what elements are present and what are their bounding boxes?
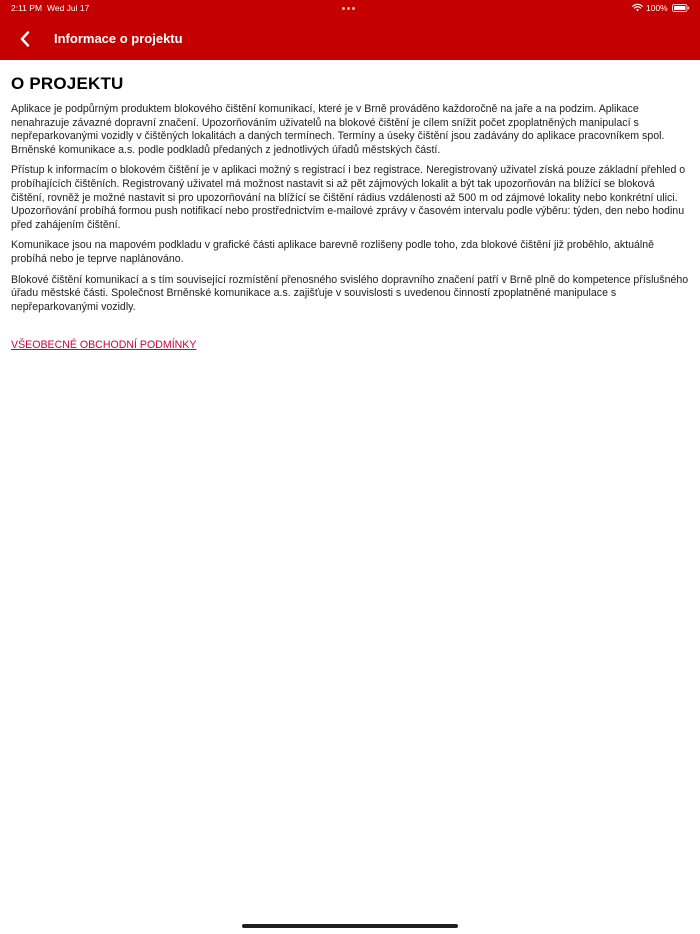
status-time: 2:11 PM [11, 3, 43, 13]
home-indicator[interactable] [242, 924, 458, 928]
back-button[interactable] [14, 27, 40, 51]
nav-title: Informace o projektu [54, 31, 183, 46]
page-title: O PROJEKTU [11, 74, 124, 93]
navigation-bar [0, 17, 700, 60]
responsibility-paragraph: Blokové čištění komunikací a s tím související rozmístění přenosného svislého dopravního značení patří v Brně plně do kompetence příslušného úřadu městské části. Společnost Brněnské komunikace a.s. zajišťuje v souvislosti s uvedenou činností zpoplatněné manipulace s nepřeparkovanými vozidly. [11, 273, 689, 313]
status-bar [0, 0, 700, 17]
multitasking-dots-icon[interactable] [342, 7, 358, 10]
battery-percentage: 100% [646, 3, 668, 13]
access-paragraph: Přístup k informacím o blokovém čištění je v aplikaci možný s registrací i bez registrace. Neregistrovaný uživatel získá pouze základní přehled o probíhajících čištěních. Registrovaný uživatel má možnost nastavit si až pět zájmových lokalit a být tak upozorňován na blížící se bloková čištění, rovněž je možné nastavit si pro upozorňování na blížící se čištění rádius vzdálenosti až 500 m od zájmové lokality nebo konkrétní ulici. Upozorňování probíhá formou push notifikací nebo prostřednictvím e-mailové zprávy v časovém intervalu podle výběru: týden, den nebo hodinu před zahájením čištění. [11, 164, 686, 231]
chevron-left-icon [20, 31, 30, 47]
wifi-icon [632, 3, 643, 12]
map-paragraph: Komunikace jsou na mapovém podkladu v grafické části aplikace barevně rozlišeny podle toho, zda blokové čištění již proběhlo, aktuálně probíhá nebo je teprve naplánováno. [11, 239, 655, 265]
intro-paragraph: Aplikace je podpůrným produktem blokového čištění komunikací, které je v Brně prováděno každoročně na jaře a na podzim. Aplikace nenahrazuje závazné dopravní značení. Upozorňováním uživatelů na blokové čištění je cílem snížit počet zpoplatněných manipulací s nepřeparkovanými vozidly v čištěných lokalitách a daných termínech. Termíny a úseky čištění jsou zadávány do aplikace pracovníkem spol. Brněnské komunikace a.s. podle podkladů předaných z jednotlivých úřadů městských částí. [11, 103, 665, 156]
terms-conditions-link[interactable]: VŠEOBECNÉ OBCHODNÍ PODMÍNKY [11, 339, 197, 352]
about-content [11, 74, 691, 353]
status-date: Wed Jul 17 [47, 3, 90, 13]
battery-icon [672, 4, 690, 12]
